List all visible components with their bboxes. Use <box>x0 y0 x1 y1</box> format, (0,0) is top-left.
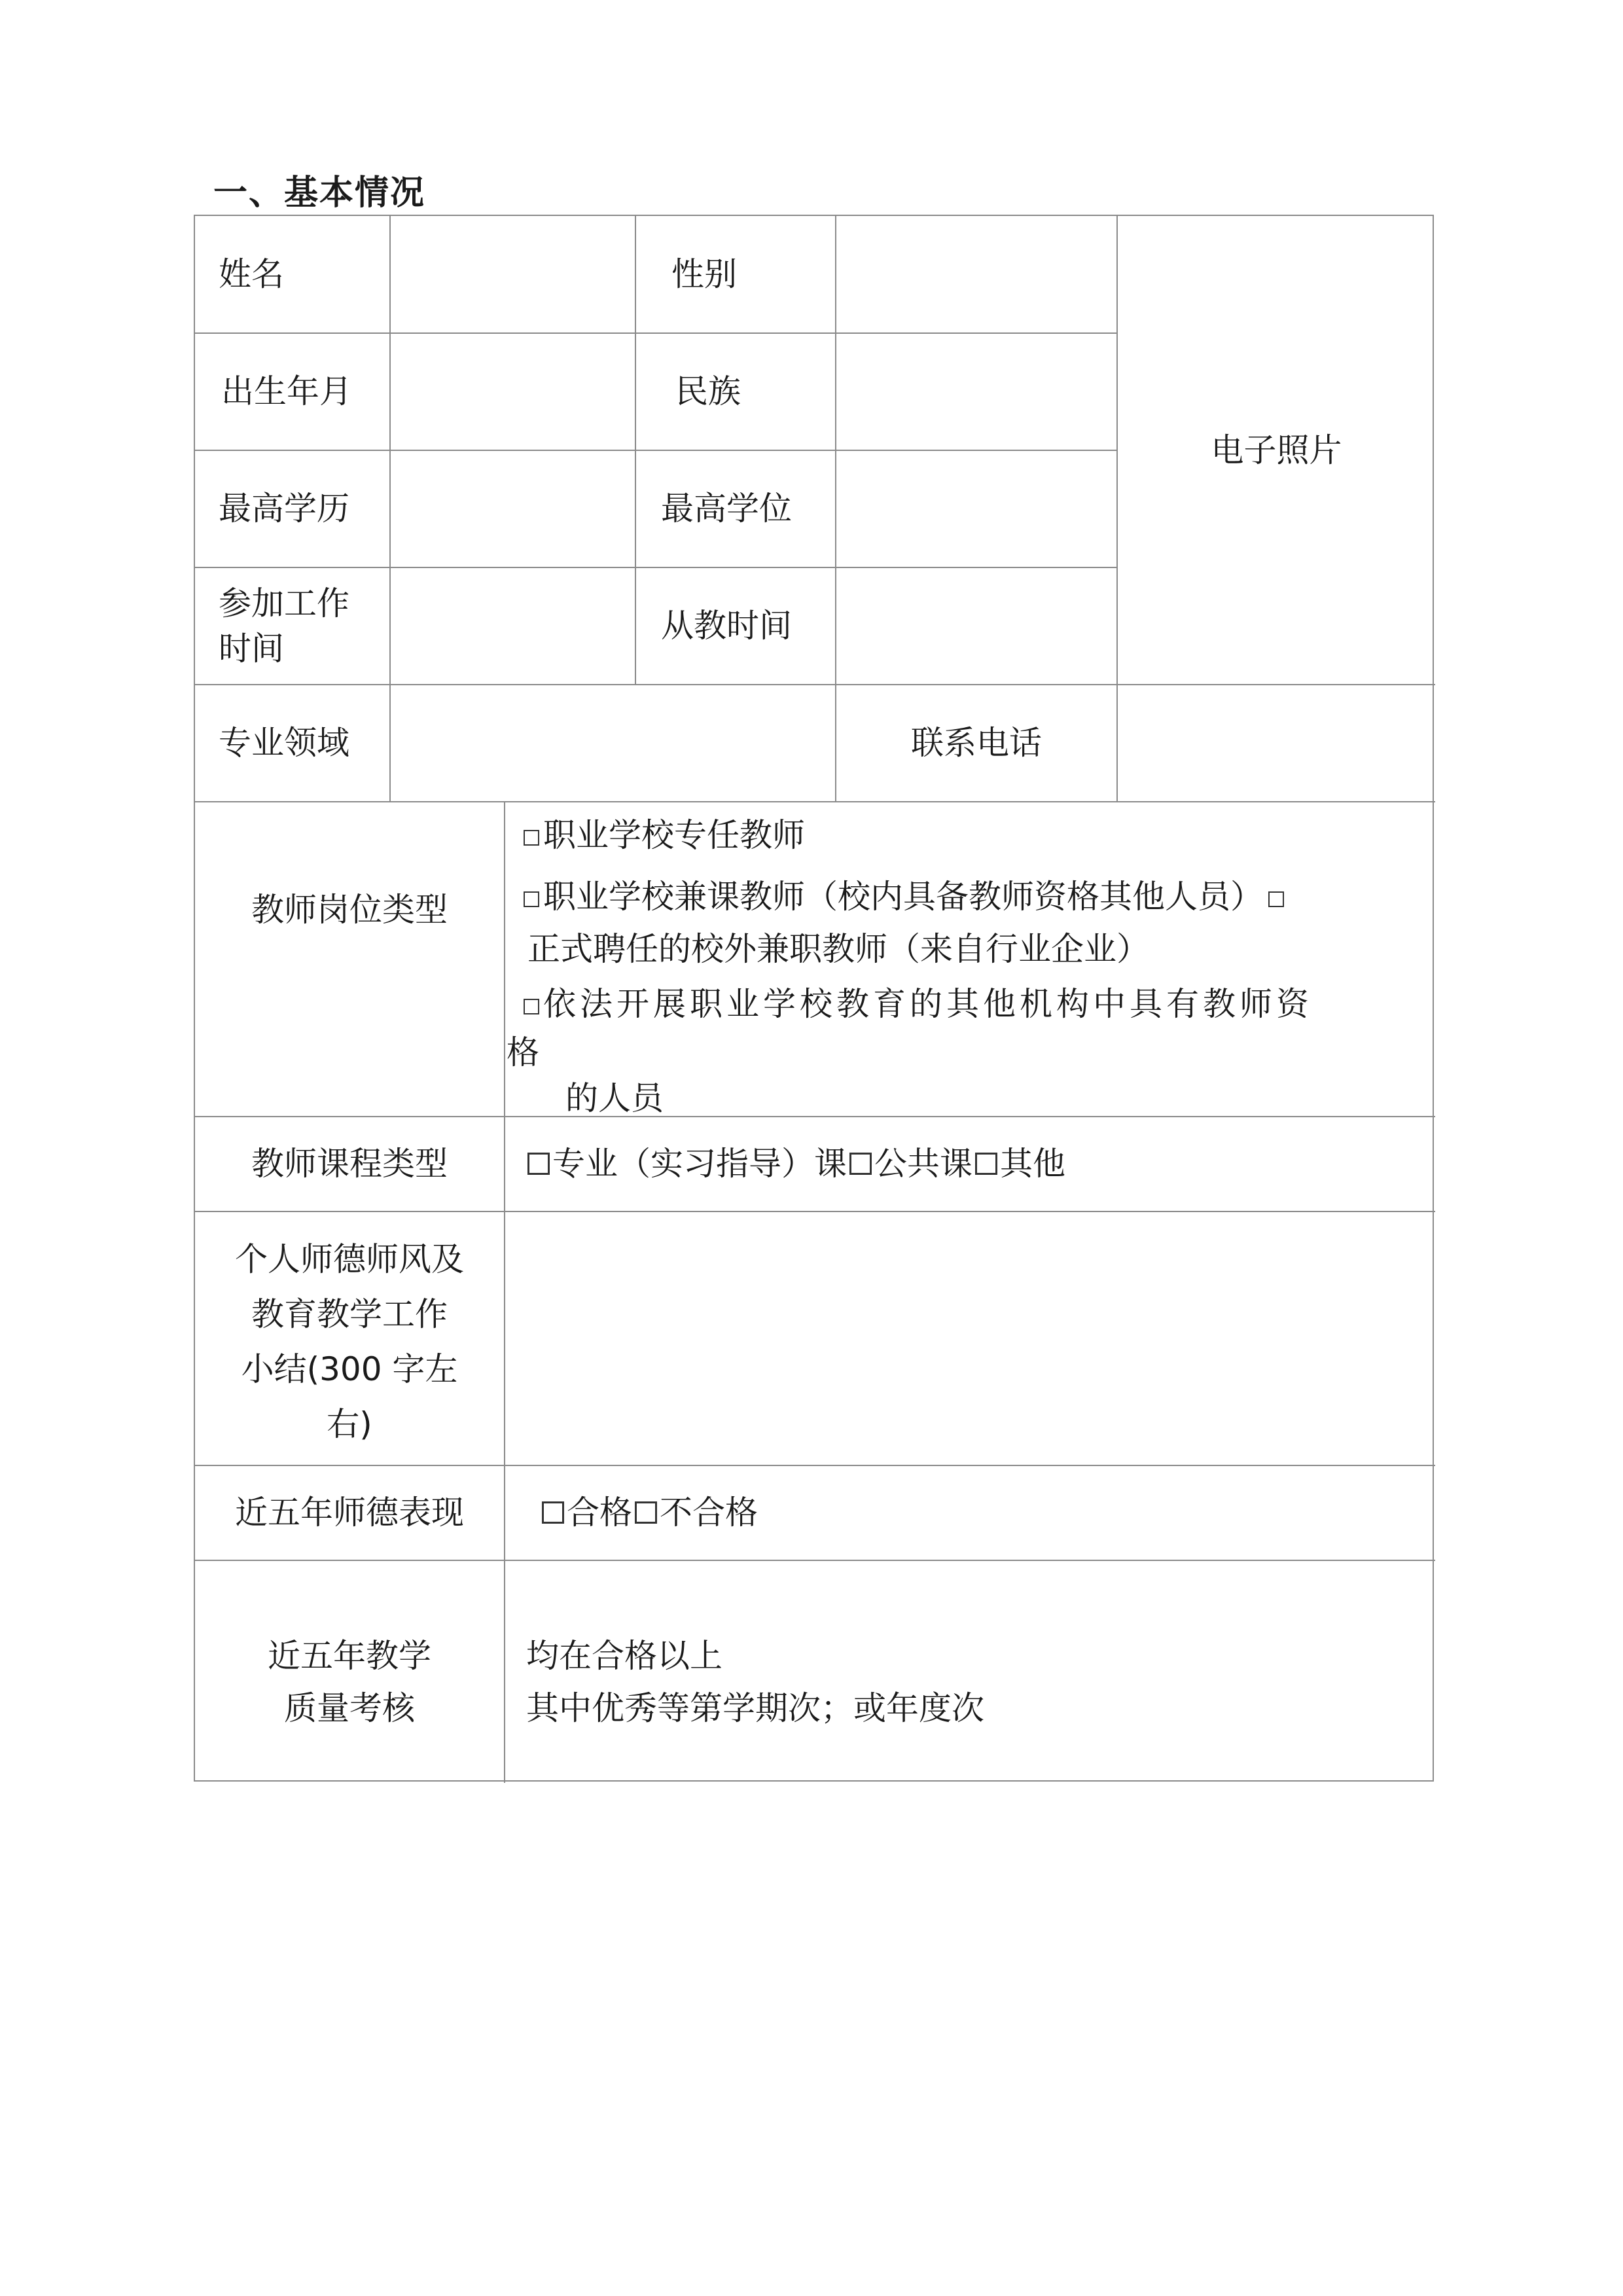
name-field[interactable] <box>391 216 634 332</box>
quality-text <box>526 1630 1416 1734</box>
col-divider <box>635 216 636 684</box>
summary-label-line3: 小结(300 字左 <box>241 1350 458 1388</box>
checkbox-icon[interactable] <box>524 891 539 907</box>
summary-textarea[interactable] <box>505 1211 1435 1465</box>
course-option-professional[interactable]: 专业（实习指导）课 <box>552 1145 847 1183</box>
checkbox-icon[interactable] <box>635 1501 657 1524</box>
checkbox-icon[interactable] <box>542 1501 564 1524</box>
work-start-label <box>219 581 389 672</box>
work-start-label-line1: 参加工作 <box>219 584 349 622</box>
birth-label: 出生年月 <box>221 372 352 410</box>
course-type-options <box>525 1117 1428 1211</box>
checkbox-icon[interactable] <box>849 1153 872 1175</box>
quality-text-line1: 均在合格以上 <box>526 1637 722 1675</box>
degree-label: 最高学位 <box>661 490 792 528</box>
ethics-option-fail[interactable]: 不合格 <box>660 1494 758 1532</box>
course-type-label: 教师课程类型 <box>251 1145 448 1183</box>
work-start-label-line2: 时间 <box>219 630 284 668</box>
basic-info-form <box>194 215 1434 1782</box>
post-option-other-line3: 的人员 <box>565 1079 664 1117</box>
post-option-fulltime[interactable] <box>524 809 805 856</box>
post-option-external: 正式聘任的校外兼职教师（来自行业企业） <box>527 930 1149 968</box>
post-option-other-line2: 格 <box>507 1033 539 1071</box>
ethics-label: 近五年师德表现 <box>235 1494 464 1532</box>
ethics-options <box>539 1465 1429 1560</box>
education-label: 最高学历 <box>219 490 349 528</box>
degree-field[interactable] <box>836 450 1116 567</box>
ethnicity-label: 民族 <box>675 372 741 410</box>
post-option-other-institution[interactable] <box>524 978 1313 1025</box>
course-option-other[interactable]: 其他 <box>1000 1145 1065 1183</box>
checkbox-icon[interactable] <box>524 999 539 1014</box>
post-option-parttime[interactable] <box>524 870 1288 918</box>
row-divider <box>195 1560 1435 1561</box>
checkbox-icon[interactable] <box>975 1153 997 1175</box>
birth-field[interactable] <box>391 333 634 450</box>
quality-text-line2: 其中优秀等第学期次；或年度次 <box>526 1689 984 1727</box>
summary-label-line2: 教育教学工作 <box>251 1295 448 1333</box>
quality-label-line2: 质量考核 <box>284 1689 415 1727</box>
photo-placeholder[interactable]: 电子照片 <box>1211 431 1342 469</box>
post-type-label: 教师岗位类型 <box>251 891 448 929</box>
checkbox-icon[interactable] <box>524 830 539 846</box>
work-start-field[interactable] <box>391 567 634 684</box>
gender-label: 性别 <box>671 255 737 293</box>
teaching-since-label: 从教时间 <box>661 607 792 645</box>
checkbox-icon[interactable] <box>527 1153 550 1175</box>
quality-label <box>195 1630 504 1734</box>
section-heading: 一、基本情况 <box>213 173 426 213</box>
major-field-label: 专业领域 <box>219 724 349 762</box>
education-field[interactable] <box>391 450 634 567</box>
checkbox-icon[interactable] <box>1268 891 1284 907</box>
quality-label-line1: 近五年教学 <box>268 1637 431 1675</box>
post-option-other-institution-label: 依法开展职业学校教育的其他机构中具有教师资 <box>543 985 1313 1023</box>
ethics-option-pass[interactable]: 合格 <box>567 1494 632 1532</box>
ethnicity-field[interactable] <box>836 333 1116 450</box>
course-option-public[interactable]: 公共课 <box>874 1145 972 1183</box>
post-option-parttime-label: 职业学校兼课教师（校内具备教师资格其他人员） <box>543 878 1263 916</box>
teaching-since-field[interactable] <box>836 567 1116 684</box>
major-field-input[interactable] <box>391 685 834 801</box>
name-label: 姓名 <box>219 255 284 293</box>
phone-field[interactable] <box>1118 685 1435 801</box>
post-option-fulltime-label: 职业学校专任教师 <box>543 816 805 854</box>
gender-field[interactable] <box>836 216 1116 332</box>
summary-label-line4: 右) <box>327 1405 372 1443</box>
summary-label-line1: 个人师德师风及 <box>235 1240 464 1278</box>
phone-label: 联系电话 <box>911 724 1042 762</box>
summary-label <box>195 1232 504 1452</box>
